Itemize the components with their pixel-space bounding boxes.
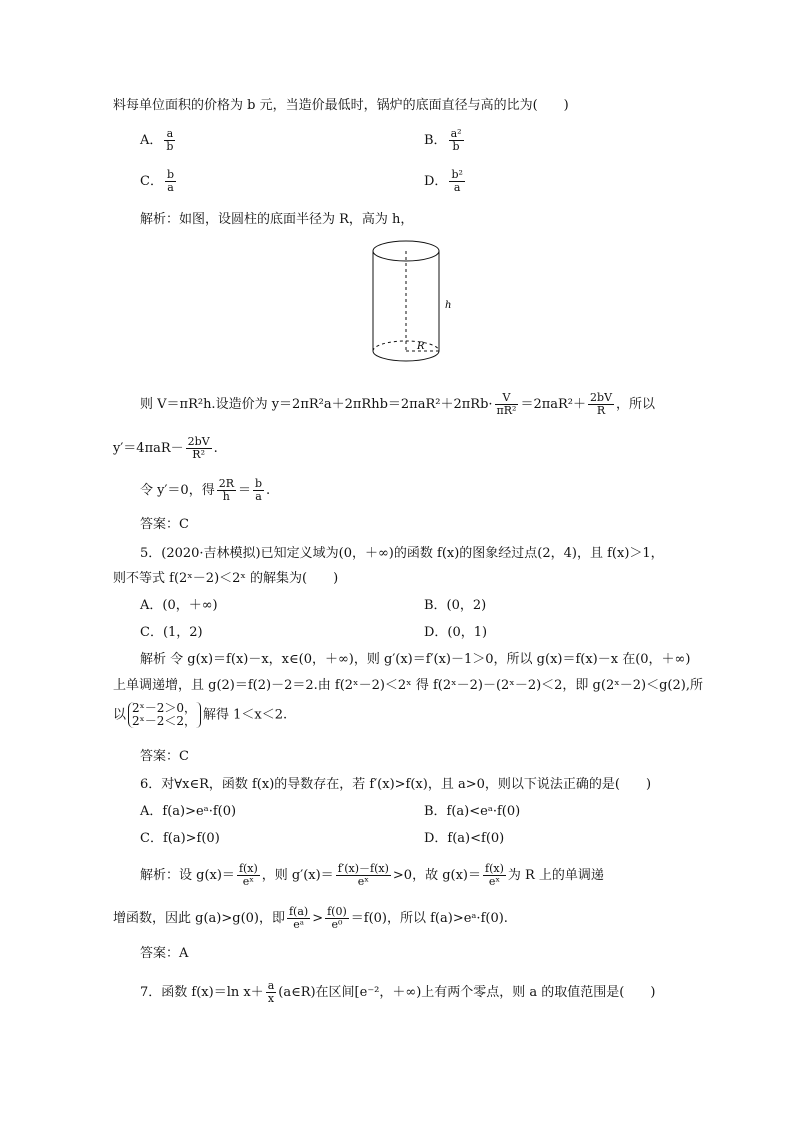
q5-option-d: D．(0，1): [424, 625, 488, 640]
q6-option-d: D．f(a)<f(0): [424, 831, 505, 846]
height-label: h: [445, 300, 452, 311]
q4-equation-1: 则 V＝πR²h.设造价为 y＝2πR²a＋2πRhb＝2πaR²＋2πRb· $\frac{V}{\text{πR²}}$ ＝2πaR²＋ $\frac{2bV}{R}$ ，所以: [140, 391, 656, 417]
q5-stem-line-1: 5．(2020·吉林模拟)已知定义域为(0，＋∞)的函数 f(x)的图象经过点(2，4)，且 f(x)＞1，: [140, 546, 664, 561]
q5-answer: 答案：C: [140, 749, 189, 764]
q6-option-b: B．f(a)<eᵃ·f(0): [424, 804, 521, 819]
q4-option-b: B． $\frac{\text{a²}}{b}$: [424, 127, 462, 153]
q4-answer: 答案：C: [140, 517, 189, 532]
q4-option-d: D． $\frac{\text{b²}}{a}$: [424, 168, 463, 194]
q5-analysis-line-3: 以 2ˣ－2＞0， 2ˣ－2＜2， 解得 1＜x＜2.: [113, 701, 288, 728]
q4-analysis-intro: 解析：如图，设圆柱的底面半径为 R，高为 h，: [140, 212, 414, 227]
q6-option-c: C．f(a)>f(0): [140, 831, 220, 846]
q4-intro: 料每单位面积的价格为 b 元，当造价最低时，锅炉的底面直径与高的比为( ): [113, 98, 569, 113]
q4-option-c: C． $\frac{b}{a}$: [140, 168, 174, 194]
cylinder-figure: [365, 238, 465, 370]
q5-analysis-line-2: 上单调递增，且 g(2)＝f(2)－2＝2.由 f(2ˣ－2)＜2ˣ 得 f(2ˣ－2)－(2ˣ－2)＜2，即 g(2ˣ－2)＜g(2),所: [113, 678, 703, 693]
q5-stem-line-2: 则不等式 f(2ˣ－2)＜2ˣ 的解集为( ): [113, 571, 339, 586]
radius-label: R: [417, 341, 425, 352]
q5-option-a: A．(0，＋∞): [140, 598, 218, 613]
q6-stem: 6．对∀x∈R，函数 f(x)的导数存在，若 f′(x)>f(x)，且 a>0，则以下说法正确的是( ): [140, 777, 652, 792]
q5-option-b: B．(0，2): [424, 598, 487, 613]
q6-option-a: A．f(a)>eᵃ·f(0): [140, 804, 237, 819]
q6-answer: 答案：A: [140, 946, 189, 961]
q4-option-a: A． $\frac{a}{b}$: [140, 127, 174, 153]
q6-analysis-line-2: 增函数，因此 g(a)>g(0)，即 $\frac{f(a)}{\text{eᵃ}}$ > $\frac{f(0)}{\text{e⁰}}$ ＝f(0)，所以 f(a)>eᵃ·f(0).: [113, 905, 508, 931]
q6-analysis-line-1: 解析：设 g(x)＝ $\frac{f(x)}{\text{eˣ}}$ ，则 g′(x)＝ $\frac{f'(x)-f(x)}{\text{eˣ}}$ >0，故 g(x)＝ $\frac{f(x)}{\text{eˣ}}$ 为 R 上的单调递: [140, 862, 604, 888]
q4-equation-3: 令 y′＝0，得 $\frac{2R}{h}$ ＝ $\frac{b}{a}$ .: [140, 477, 271, 503]
q5-analysis-line-1: 解析 令 g(x)＝f(x)－x，x∈(0，＋∞)，则 g′(x)＝f′(x)－1＞0，所以 g(x)＝f(x)－x 在(0，＋∞): [140, 652, 691, 667]
q4-equation-2: y′＝4πaR－ $\frac{2bV}{\text{R²}}$ .: [113, 435, 218, 461]
q7-stem: 7．函数 f(x)＝ln x＋ $\frac{a}{x}$ (a∈R)在区间[e⁻²，＋∞)上有两个零点，则 a 的取值范围是( ): [140, 979, 656, 1005]
q5-option-c: C．(1，2): [140, 625, 203, 640]
